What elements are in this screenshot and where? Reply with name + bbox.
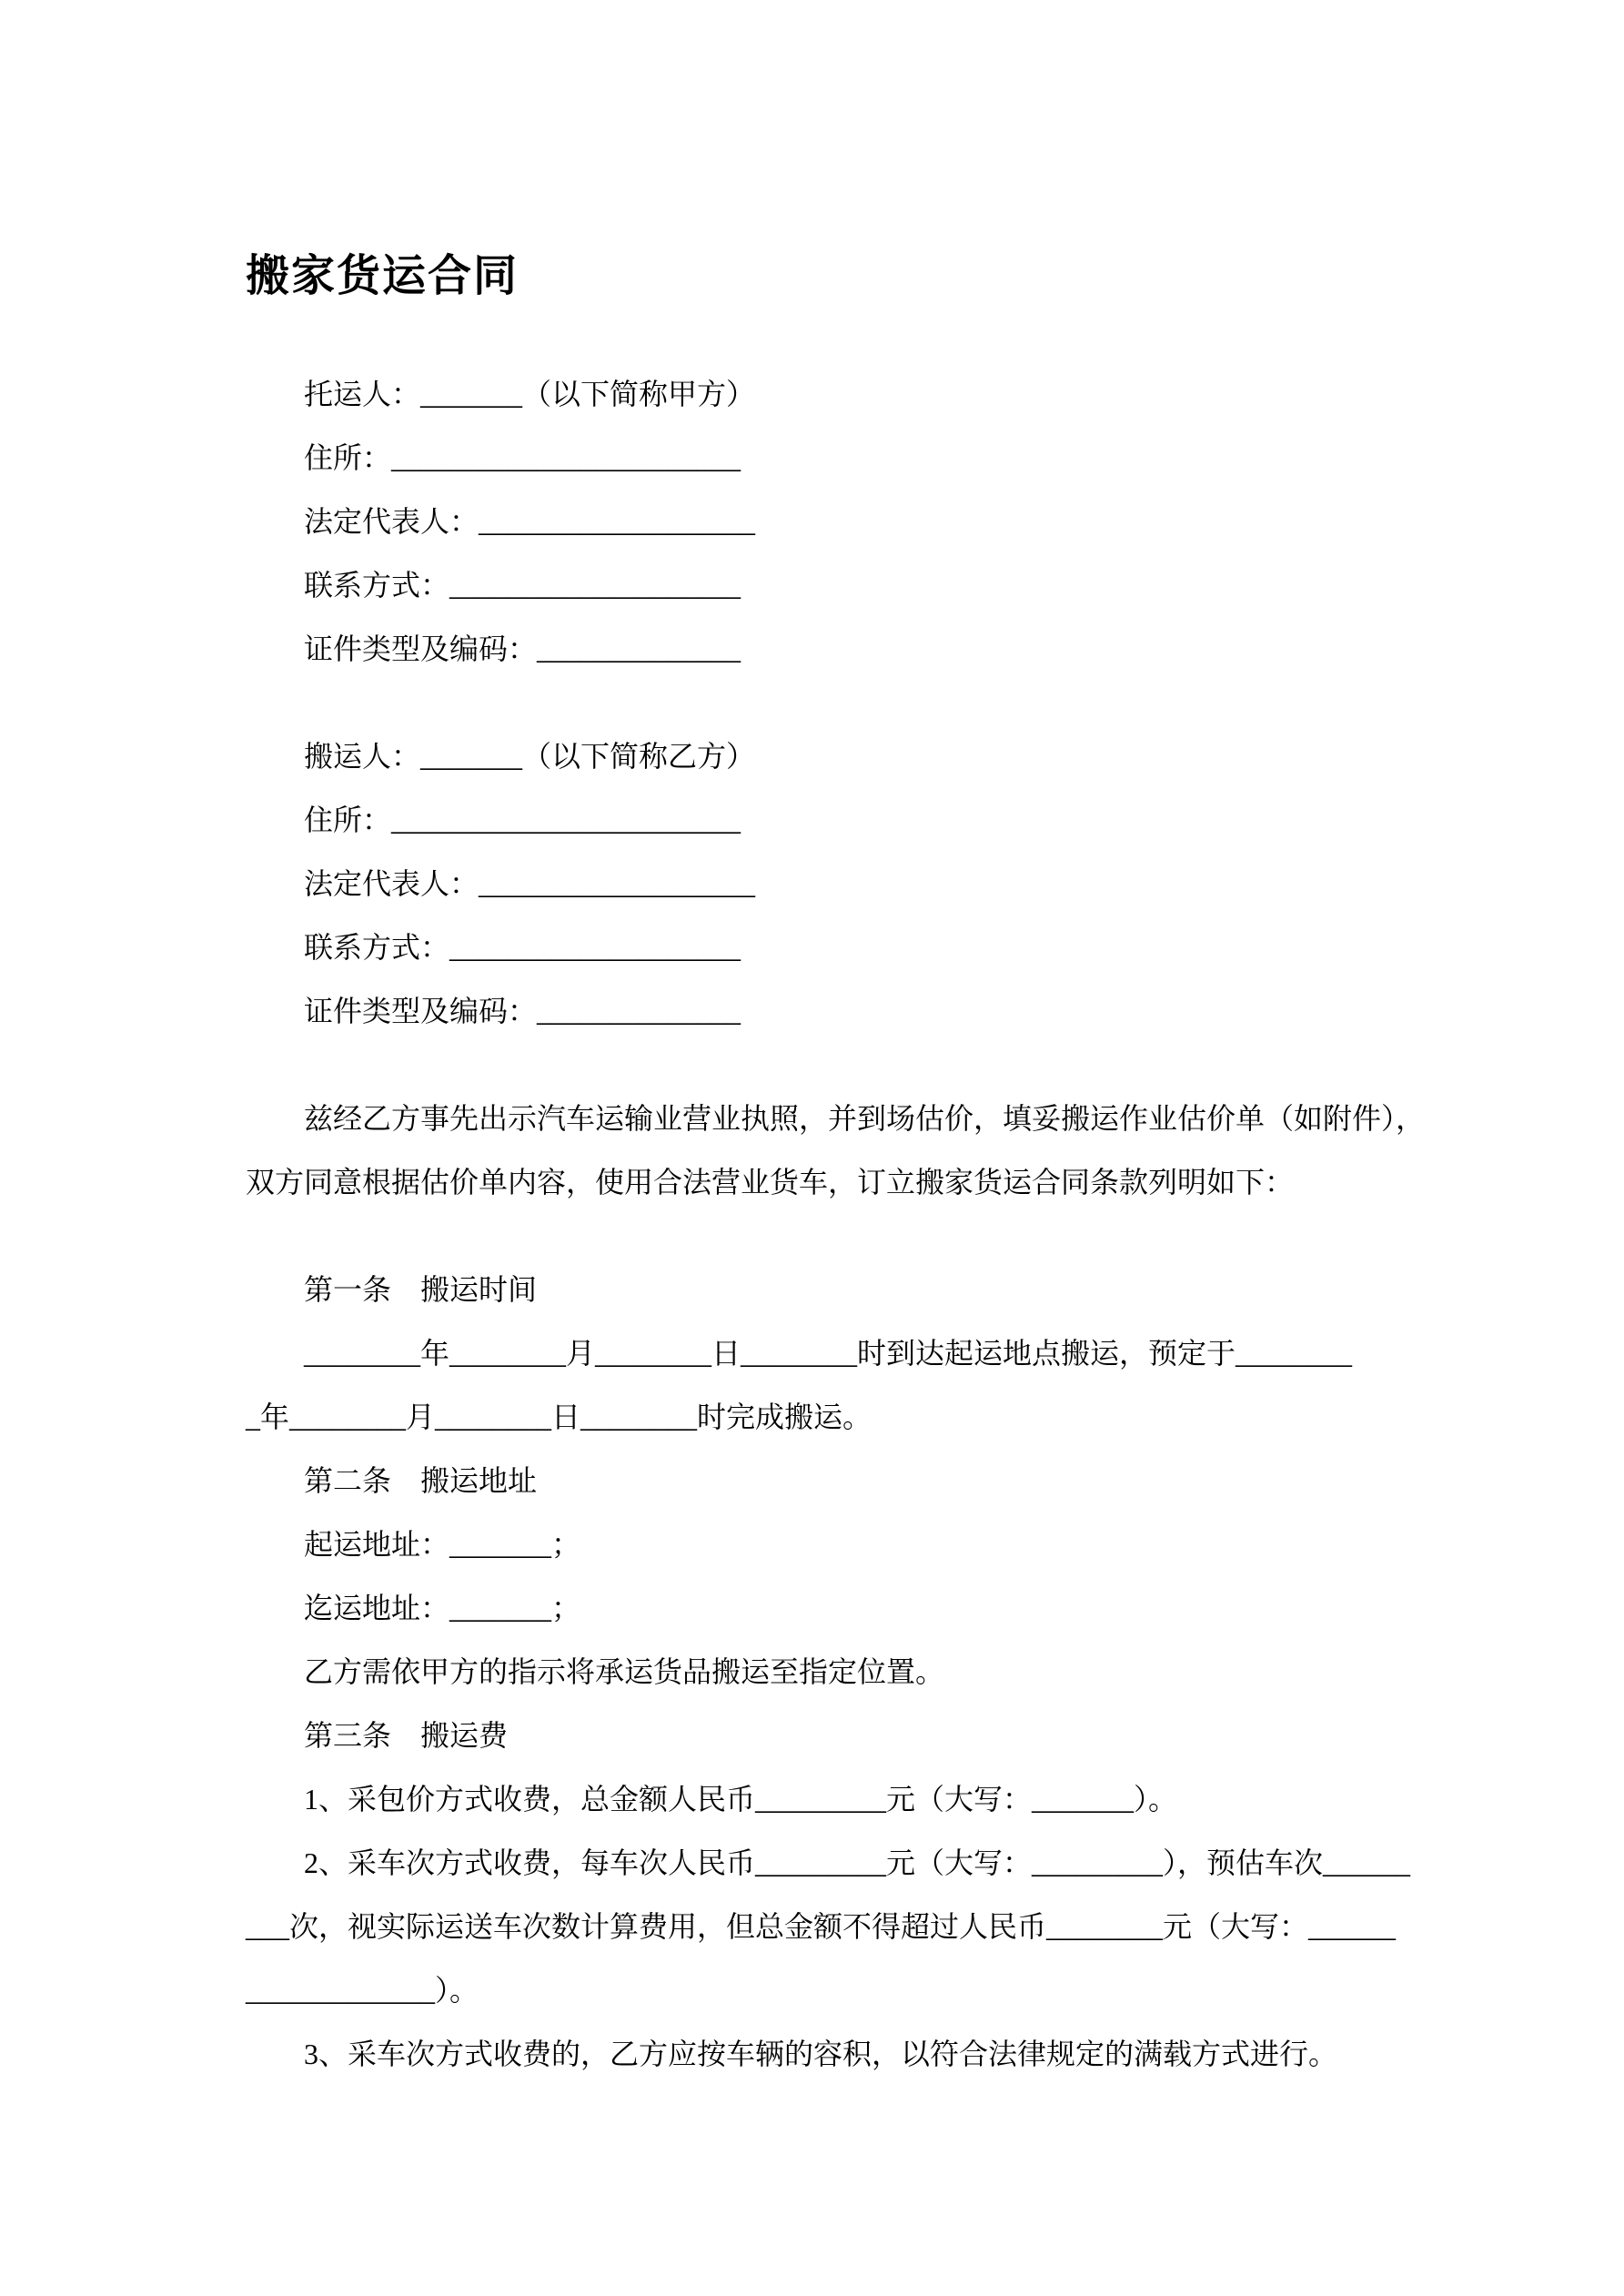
clause-2-note-line: 乙方需依甲方的指示将承运货品搬运至指定位置。 [304, 1655, 945, 1688]
clause-3-section [246, 1704, 1411, 2086]
party-b-address-line: 住所：________________________ [304, 804, 741, 836]
clause-2-origin-line: 起运地址：_______； [304, 1528, 581, 1561]
clause-3-item-1: 1、采包价方式收费，总金额人民币_________元（大写：_______）。 [304, 1783, 1178, 1816]
party-b-legal-rep-line: 法定代表人：___________________ [304, 867, 756, 900]
party-b-mover-line: 搬运人：_______（以下简称乙方） [304, 740, 756, 773]
party-b-section [246, 724, 1378, 1043]
clause-3-item-2-line-1: 2、采车次方式收费，每车次人民币_________元（大写：_________），预估车次______ [304, 1846, 1411, 1879]
party-a-address-line: 住所：________________________ [304, 441, 741, 474]
party-a-contact-line: 联系方式：____________________ [304, 569, 741, 602]
clause-2-heading: 第二条 搬运地址 [304, 1464, 538, 1497]
party-a-legal-rep-line: 法定代表人：___________________ [304, 505, 756, 538]
clause-3-item-2-line-2: ___次，视实际运送车次数计算费用，但总金额不得超过人民币________元（大写：______ [246, 1910, 1397, 1943]
clause-1-time-line-2: _年________月________日________时完成搬运。 [246, 1401, 873, 1433]
preamble-section [246, 1087, 1426, 1214]
clause-2-destination-line: 迄运地址：_______； [304, 1592, 581, 1624]
preamble-line-2: 双方同意根据估价单内容，使用合法营业货车，订立搬家货运合同条款列明如下： [246, 1166, 1295, 1199]
clause-3-item-2-line-3: _____________）。 [246, 1974, 479, 2007]
clause-2-section [246, 1449, 1378, 1704]
party-a-shipper-line: 托运人：_______（以下简称甲方） [304, 378, 756, 410]
preamble-line-1: 兹经乙方事先出示汽车运输业营业执照，并到场估价，填妥搬运作业估价单（如附件）， [304, 1102, 1426, 1135]
party-a-section [246, 362, 1378, 681]
contract-title: 搬家货运合同 [246, 252, 519, 300]
party-b-contact-line: 联系方式：____________________ [304, 931, 741, 964]
clause-1-heading: 第一条 搬运时间 [304, 1273, 538, 1306]
clause-3-item-3: 3、采车次方式收费的，乙方应按车辆的容积，以符合法律规定的满载方式进行。 [304, 2038, 1338, 2070]
clause-1-time-line-1: ________年________月________日________时到达起运地点搬运，预定于________ [304, 1337, 1353, 1370]
party-a-id-line: 证件类型及编码：______________ [304, 632, 741, 665]
clause-1-section [246, 1258, 1378, 1449]
clause-3-heading: 第三条 搬运费 [304, 1719, 509, 1752]
party-b-id-line: 证件类型及编码：______________ [304, 995, 741, 1027]
